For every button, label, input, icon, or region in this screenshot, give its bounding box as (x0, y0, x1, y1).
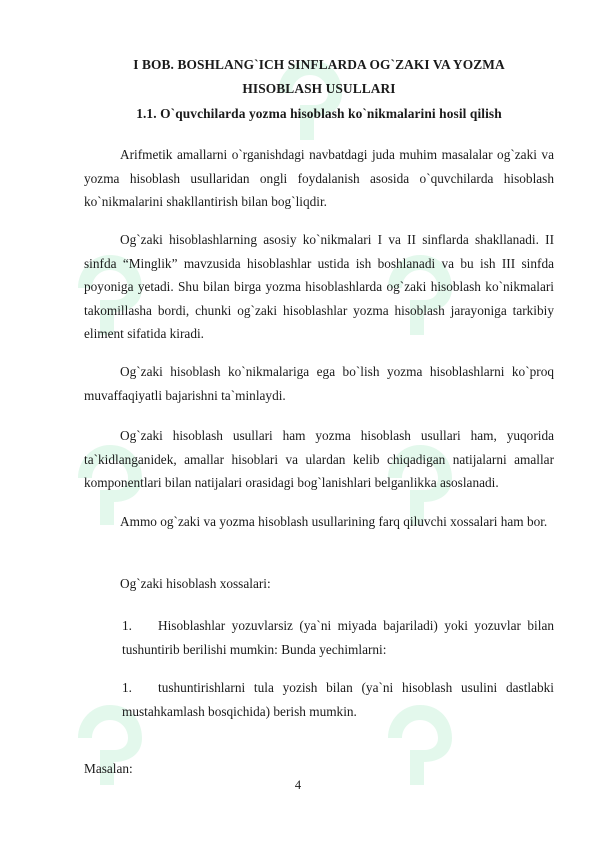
page-number: 4 (294, 778, 302, 792)
list-text: tushuntirishlarni tula yozish bilan (ya`ni hisoblash usulini dastlabki mustahkamlash bosqichida) berish mumkin. (122, 680, 554, 719)
chapter-title: I BOB. BOSHLANG`ICH SINFLARDA OG`ZAKI VA YOZMA (133, 57, 505, 72)
paragraph: Og`zaki hisoblash usullari ham yozma hisoblash usullari ham, yuqorida ta`kidlanganidek, amallar hisoblari va ulardan kelib chiqadigan natijalarni amallar komponentlari bilan natijalari orasidagi bog`lanishlari belganlikka asoslanadi. (84, 428, 554, 490)
section-title: 1.1. O`quvchilarda yozma hisoblash ko`nikmalarini hosil qilish (136, 106, 502, 121)
paragraph: Ammo og`zaki va yozma hisoblash usullarining farq qiluvchi xossalari ham bor. (120, 514, 548, 529)
list-number: 1. (122, 680, 132, 695)
list-item (122, 614, 554, 661)
list-text: Hisoblashlar yozuvlarsiz (ya`ni miyada bajariladi) yoki yozuvlar bilan tushuntirib berilishi mumkin: Bunda yechimlarni: (122, 618, 554, 657)
paragraph: Og`zaki hisoblashlarning asosiy ko`nikmalari I va II sinflarda shakllanadi. II sinfda “Minglik” mavzusida hisoblashlar ustida ish boshlanadi va bu ish III sinfda poyoniga yetadi. Shu bilan birga yozma hisoblashlarda og`zaki hisoblash ko`nikmalari takomillasha bordi, chunki og`zaki hisoblashlar yozma hisoblash jarayoniga tarkibiy eliment sifatida kiradi. (84, 232, 554, 341)
paragraph: Arifmetik amallarni o`rganishdagi navbatdagi juda muhim masalalar og`zaki va yozma hisoblash usullaridan ongli foydalanish asosida o`quvchilarda hisoblash ko`nikmalarini shakllantirish bilan bog`liqdir. (84, 147, 554, 209)
chapter-title-continued: HISOBLASH USULLARI (242, 81, 396, 96)
paragraph: Og`zaki hisoblash xossalari: (120, 576, 271, 591)
list-item (122, 676, 554, 723)
example-label: Masalan: (84, 761, 133, 776)
paragraph: Og`zaki hisoblash ko`nikmalariga ega bo`lish yozma hisoblashlarni ko`proq muvaffaqiyatli bajarishni ta`minlaydi. (84, 364, 554, 403)
list-number: 1. (122, 618, 132, 633)
